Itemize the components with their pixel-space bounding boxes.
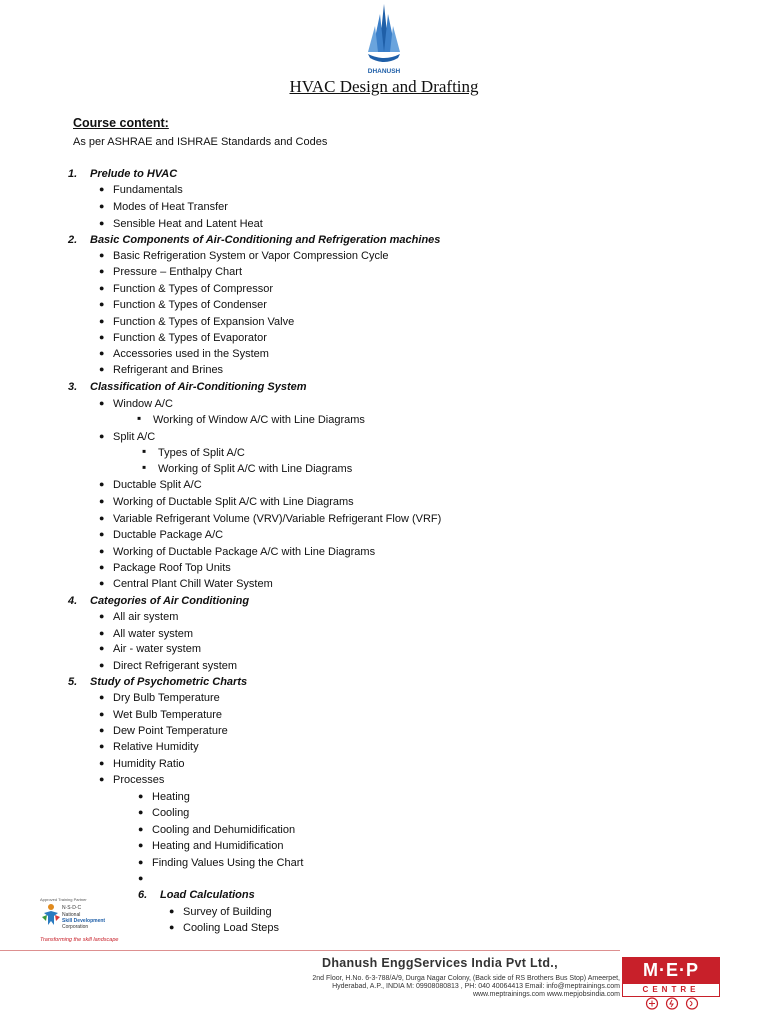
standards-line: As per ASHRAE and ISHRAE Standards and Codes [73,136,328,148]
section-number: 5. [68,676,78,688]
list-item: ● Function & Types of Expansion Valve [113,315,294,329]
logo-text: DHANUSH [367,68,401,75]
section-title: Load Calculations [160,889,255,901]
list-item: ● Processes [113,773,164,787]
list-item: ● Function & Types of Condenser [113,298,267,312]
footer-company-name: Dhanush EnggServices India Pvt Ltd., [322,956,558,970]
list-item: ● Sensible Heat and Latent Heat [113,217,263,231]
list-item: ● Variable Refrigerant Volume (VRV)/Variable Refrigerant Flow (VRF) [113,512,441,526]
list-item: ● All water system [113,627,193,641]
section-number: 2. [68,234,78,246]
nsdc-logo: Approved Training Partner N·S·D·C National Skill Development Corporation Transforming the skill landscape [40,897,119,943]
section-title: Prelude to HVAC [90,168,178,180]
section-number: 3. [68,381,78,393]
list-item: ● Direct Refrigerant system [113,659,237,673]
footer-website-line: www.meptrainings.com www.mepjobsindia.com [472,991,620,998]
list-item: ● Dry Bulb Temperature [113,691,220,705]
footer-address-line: 2nd Floor, H.No. 6-3-788/A/9, Durga Nagar Colony, (Back side of RS Brothers Bus Stop) Ameerpet, [312,975,620,982]
list-item: ● Window A/C [113,397,173,411]
list-item: ● Relative Humidity [113,740,199,754]
list-item: ● Working of Ductable Split A/C with Line Diagrams [113,495,354,509]
list-item: ● Basic Refrigeration System or Vapor Compression Cycle [113,249,389,263]
list-item: ● Modes of Heat Transfer [113,200,228,214]
list-item: ● Working of Ductable Package A/C with Line Diagrams [113,545,375,559]
footer-address-line: Hyderabad, A.P., INDIA M: 09908080813 , PH: 040 40064413 Email: info@meptrainings.com [332,983,620,990]
list-item: ● Pressure – Enthalpy Chart [113,265,242,279]
list-item: ● Function & Types of Evaporator [113,331,267,345]
list-item: ● Split A/C [113,430,155,444]
list-item: ● All air system [113,610,178,624]
list-item: ● Ductable Split A/C [113,478,202,492]
section-title: Categories of Air Conditioning [90,595,250,607]
section-number: 4. [68,595,78,607]
mep-icons [644,997,700,1010]
list-item: ● Wet Bulb Temperature [113,708,222,722]
section-title: Basic Components of Air-Conditioning and Refrigeration machines [90,234,441,246]
sub-list-item: ● Heating [152,790,190,804]
sub-list-item: ● Finding Values Using the Chart [152,856,303,870]
sub-list-item: ▪ Working of Split A/C with Line Diagrams [158,462,352,476]
list-item: ● Fundamentals [113,183,183,197]
list-item: ● Cooling Load Steps [183,921,279,935]
course-content-label: Course content: [73,116,169,130]
dhanush-logo [362,4,406,76]
list-item: ● Ductable Package A/C [113,528,223,542]
list-item: ● Humidity Ratio [113,757,185,771]
sub-list-item: ● Heating and Humidification [152,839,283,853]
sub-list-item: ● Cooling [152,806,189,820]
sub-list-item: ▪ Types of Split A/C [158,446,245,460]
people-icon [42,903,60,927]
section-title: Classification of Air-Conditioning System [90,381,307,393]
list-item: ● Survey of Building [183,905,272,919]
section-number: 6. [138,889,148,901]
list-item: ● Package Roof Top Units [113,561,231,575]
page-title: HVAC Design and Drafting [289,77,479,96]
list-item: ● Air - water system [113,642,201,656]
sub-list-item: ▪ Working of Window A/C with Line Diagrams [153,413,365,427]
list-item: ● Accessories used in the System [113,347,269,361]
mep-centre-logo: M·E·P CENTRE [622,957,720,1011]
list-item: ● Dew Point Temperature [113,724,228,738]
list-item: ● Refrigerant and Brines [113,363,223,377]
section-number: 1. [68,168,78,180]
sub-list-item: ● Cooling and Dehumidification [152,823,295,837]
footer-divider [0,950,768,951]
list-item: ● Central Plant Chill Water System [113,577,273,591]
list-item: ● Function & Types of Compressor [113,282,273,296]
section-title: Study of Psychometric Charts [90,676,248,688]
